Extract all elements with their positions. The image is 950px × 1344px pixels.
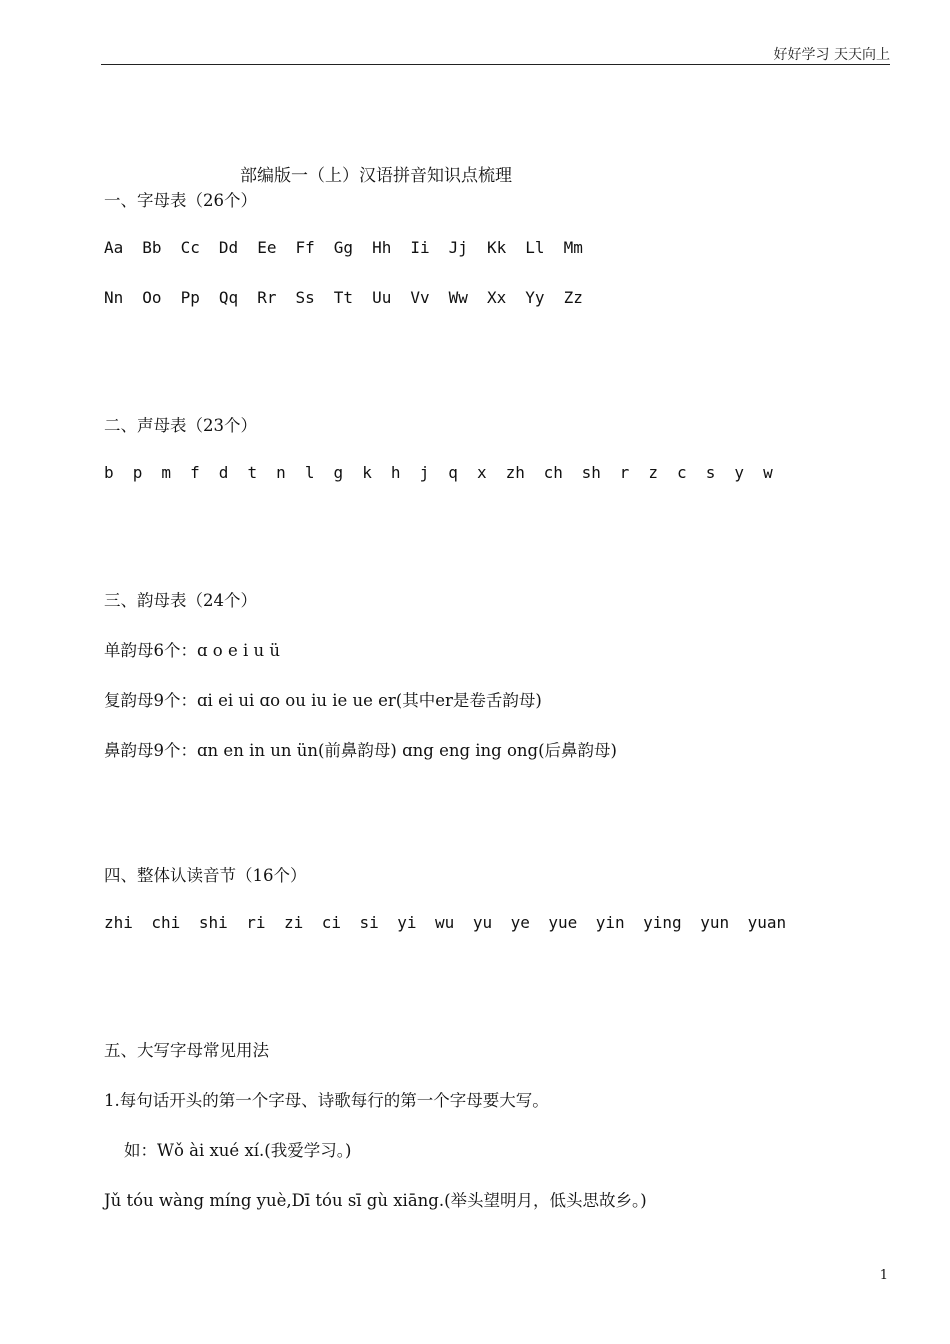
initial-consonant: f [190,463,200,482]
section-5-heading: 五、大写字母常见用法 [104,1041,269,1060]
alphabet-letter-pair: Gg [333,238,354,257]
whole-syllable: yun [700,913,730,932]
initial-consonant: m [161,463,172,482]
alphabet-letter-pair: Mm [563,238,583,257]
section-3-heading: 三、韵母表（24个） [104,591,257,610]
whole-syllable: yin [595,913,625,932]
alphabet-letter-pair: Vv [410,288,430,307]
initial-consonant: l [304,463,315,482]
whole-syllable: wu [435,913,455,932]
section-4-heading: 四、整体认读音节（16个） [104,866,307,885]
alphabet-letter-pair: Ww [448,288,468,307]
whole-syllable: shi [198,913,228,932]
alphabet-letter-pair: Nn [104,288,124,307]
alphabet-letter-pair: Ee [257,238,277,257]
initial-consonant: q [448,463,458,482]
header-divider [101,64,890,65]
alphabet-letter-pair: Yy [525,288,545,307]
initial-consonant: ch [543,463,563,482]
alphabet-letter-pair: Rr [257,288,277,307]
whole-syllable: si [359,913,379,932]
whole-syllable: yu [472,913,493,932]
initial-consonant: g [333,463,344,482]
header-slogan: 好好学习 天天向上 [773,47,890,63]
alphabet-letter-pair: Uu [372,288,392,307]
initial-consonant: w [763,463,773,482]
alphabet-letter-pair: Ff [295,238,315,257]
section-1-heading: 一、字母表（26个） [104,191,257,210]
document-title: 部编版一（上）汉语拼音知识点梳理 [240,166,512,186]
alphabet-letter-pair: Ss [295,288,315,307]
initial-consonant: x [476,463,487,482]
compound-finals-line: 复韵母9个：ɑi ei ui ɑo ou iu ie ue er(其中er是卷舌韵母) [104,691,542,710]
alphabet-letter-pair: Dd [218,238,239,257]
alphabet-row-1 [104,238,602,257]
initial-consonant: c [677,463,687,482]
alphabet-letter-pair: Zz [563,288,583,307]
initial-consonant: y [734,463,745,482]
whole-syllable: chi [151,913,181,932]
initial-consonant: t [247,463,258,482]
whole-syllable: zhi [104,913,133,932]
initial-consonant: z [648,463,658,482]
alphabet-letter-pair: Ii [410,238,430,257]
capital-example-2: Jǔ tóu wàng míng yuè,Dī tóu sī gù xiāng.(举头望明月，低头思故乡。) [104,1191,647,1210]
whole-syllable: ci [321,913,342,932]
initial-consonant: k [362,463,372,482]
initial-consonant: p [132,463,143,482]
capital-example-1: 如：Wǒ ài xué xí.(我爱学习。) [124,1141,352,1160]
alphabet-letter-pair: Pp [180,288,200,307]
alphabet-letter-pair: Cc [180,238,200,257]
whole-syllable: ying [643,913,682,932]
section-2-heading: 二、声母表（23个） [104,416,257,435]
alphabet-letter-pair: Jj [448,238,468,257]
initial-consonant: j [419,463,430,482]
page-number: 1 [879,1268,888,1283]
whole-syllable: ye [510,913,530,932]
initials-row [104,463,792,482]
alphabet-letter-pair: Kk [486,238,507,257]
initial-consonant: s [705,463,716,482]
nasal-finals-line: 鼻韵母9个：ɑn en in un ün(前鼻韵母) ɑng eng ing ong(后鼻韵母) [104,741,617,760]
whole-syllable: yuan [747,913,787,932]
alphabet-letter-pair: Oo [142,288,162,307]
initial-consonant: zh [505,463,525,482]
whole-syllable: zi [283,913,304,932]
alphabet-letter-pair: Xx [486,288,507,307]
alphabet-letter-pair: Hh [372,238,392,257]
alphabet-letter-pair: Ll [525,238,545,257]
whole-syllable: yi [397,913,417,932]
alphabet-row-2 [104,288,602,307]
initial-consonant: n [276,463,286,482]
simple-finals-line: 单韵母6个：ɑ o e i u ü [104,641,281,660]
alphabet-letter-pair: Tt [333,288,354,307]
whole-syllables-row [104,913,805,932]
initial-consonant: d [218,463,229,482]
alphabet-letter-pair: Bb [142,238,162,257]
initial-consonant: r [619,463,630,482]
capital-rule-1: 1.每句话开头的第一个字母、诗歌每行的第一个字母要大写。 [104,1091,549,1110]
alphabet-letter-pair: Aa [104,238,124,257]
alphabet-letter-pair: Qq [218,288,239,307]
initial-consonant: sh [581,463,601,482]
whole-syllable: ri [246,913,266,932]
initial-consonant: h [390,463,401,482]
initial-consonant: b [104,463,114,482]
whole-syllable: yue [548,913,578,932]
